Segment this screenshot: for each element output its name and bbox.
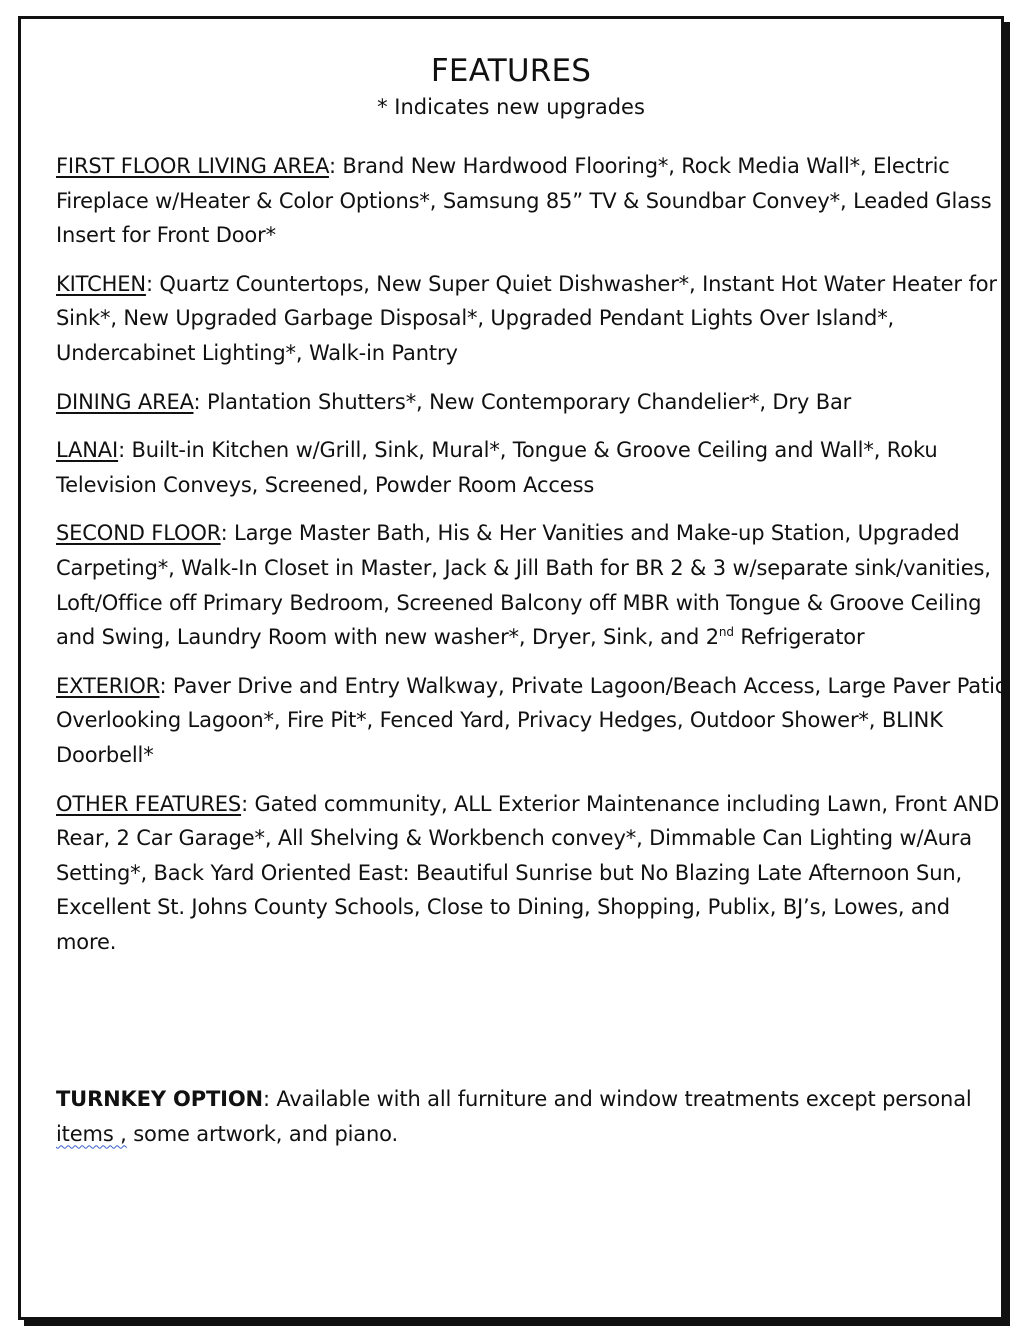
section-other-features: OTHER FEATURES: Gated community, ALL Exterior Maintenance including Lawn, Front AND Rear, 2 Car Garage*, All Shelving & Workbench convey*, Dimmable Can Lighting w/Aura Setting*, Back Yard Oriented East: Beautiful Sunrise but No Blazing Late Afternoon Sun, Excellent St. Johns County Schools, Close to Dining, Shopping, Publix, BJ’s, Lowes, and more. [56, 791, 1000, 954]
section-text-after: Refrigerator [733, 625, 865, 650]
section-text: Plantation Shutters*, New Contemporary Chandelier*, Dry Bar [206, 389, 852, 414]
section-text: Paver Drive and Entry Walkway, Private Lagoon/Beach Access, Large Paver Patio Overlooking Lagoon*, Fire Pit*, Fenced Yard, Privacy Hedges, Outdoor Shower*, BLINK Doorbell* [56, 673, 1008, 767]
section-heading: EXTERIOR [56, 673, 160, 698]
section-text: Built-in Kitchen w/Grill, Sink, Mural*, Tongue & Groove Ceiling and Wall*, Roku Television Conveys, Screened, Powder Room Access [56, 438, 938, 497]
turnkey-text-after: some artwork, and piano. [126, 1121, 399, 1146]
turnkey-text: Available with all furniture and window treatments except personal [276, 1087, 972, 1111]
section-heading: KITCHEN [56, 271, 146, 296]
section-heading: DINING AREA [56, 389, 194, 414]
section-text: Brand New Hardwood Flooring*, Rock Media Wall*, Electric Fireplace w/Heater & Color Options*, Samsung 85” TV & Soundbar Convey*, Leaded Glass Insert for Front Door* [56, 154, 992, 248]
turnkey-heading: TURNKEY OPTION [56, 1087, 263, 1111]
section-text: Gated community, ALL Exterior Maintenance including Lawn, Front AND Rear, 2 Car Garage*, All Shelving & Workbench convey*, Dimmable Can Lighting w/Aura Setting*, Back Yard Oriented East: Beautiful Sunrise but No Blazing Late Afternoon Sun, Excellent St. Johns County Schools, Close to Dining, Shopping, Publix, BJ’s, Lowes, and more. [56, 791, 1000, 954]
section-heading: OTHER FEATURES [56, 791, 242, 816]
section-kitchen: KITCHEN: Quartz Countertops, New Super Quiet Dishwasher*, Instant Hot Water Heater for Sink*, New Upgraded Garbage Disposal*, Upgraded Pendant Lights Over Island*, Undercabinet Lighting*, Walk-in Pantry [56, 271, 997, 365]
section-dining-area: DINING AREA: Plantation Shutters*, New Contemporary Chandelier*, Dry Bar [56, 389, 852, 414]
section-first-floor: FIRST FLOOR LIVING AREA: Brand New Hardwood Flooring*, Rock Media Wall*, Electric Fireplace w/Heater & Color Options*, Samsung 85” TV & Soundbar Convey*, Leaded Glass Insert for Front Door* [56, 154, 992, 248]
section-exterior: EXTERIOR: Paver Drive and Entry Walkway, Private Lagoon/Beach Access, Large Paver Patio Overlooking Lagoon*, Fire Pit*, Fenced Yard, Privacy Hedges, Outdoor Shower*, BLINK Doorbell* [56, 673, 1008, 767]
turnkey-option: TURNKEY OPTION: Available with all furniture and window treatments except personal items , some artwork, and piano. [56, 1087, 972, 1146]
section-lanai: LANAI: Built-in Kitchen w/Grill, Sink, Mural*, Tongue & Groove Ceiling and Wall*, Roku Television Conveys, Screened, Powder Room Access [56, 438, 938, 497]
section-heading: LANAI [56, 438, 119, 463]
ordinal-superscript: nd [718, 625, 734, 640]
section-text: Quartz Countertops, New Super Quiet Dishwasher*, Instant Hot Water Heater for Sink*, New Upgraded Garbage Disposal*, Upgraded Pendant Lights Over Island*, Undercabinet Lighting*, Walk-in Pantry [56, 271, 997, 365]
section-heading: SECOND FLOOR [56, 521, 221, 546]
section-second-floor: SECOND FLOOR: Large Master Bath, His & Her Vanities and Make-up Station, Upgraded Carpeting*, Walk-In Closet in Master, Jack & Jill Bath for BR 2 & 3 w/separate sink/vanities, Loft/Office off Primary Bedroom, Screened Balcony off MBR with Tongue & Groove Ceiling and Swing, Laundry Room with new washer*, Dryer, Sink, and 2nd Refrigerator [56, 521, 991, 650]
document-title: FEATURES [430, 53, 592, 89]
document-subtitle: * Indicates new upgrades [377, 95, 645, 119]
document-page [18, 16, 1008, 1320]
section-text: Large Master Bath, His & Her Vanities and Make-up Station, Upgraded Carpeting*, Walk-In Closet in Master, Jack & Jill Bath for BR 2 & 3 w/separate sink/vanities, Loft/Office off Primary Bedroom, Screened Balcony off MBR with Tongue & Groove Ceiling and Swing, Laundry Room with new washer*, Dryer, Sink, and 2 [56, 521, 991, 650]
section-heading: FIRST FLOOR LIVING AREA [56, 154, 329, 178]
feature-sections [56, 149, 1016, 973]
spellcheck-flagged-word[interactable]: items , [56, 1121, 127, 1146]
